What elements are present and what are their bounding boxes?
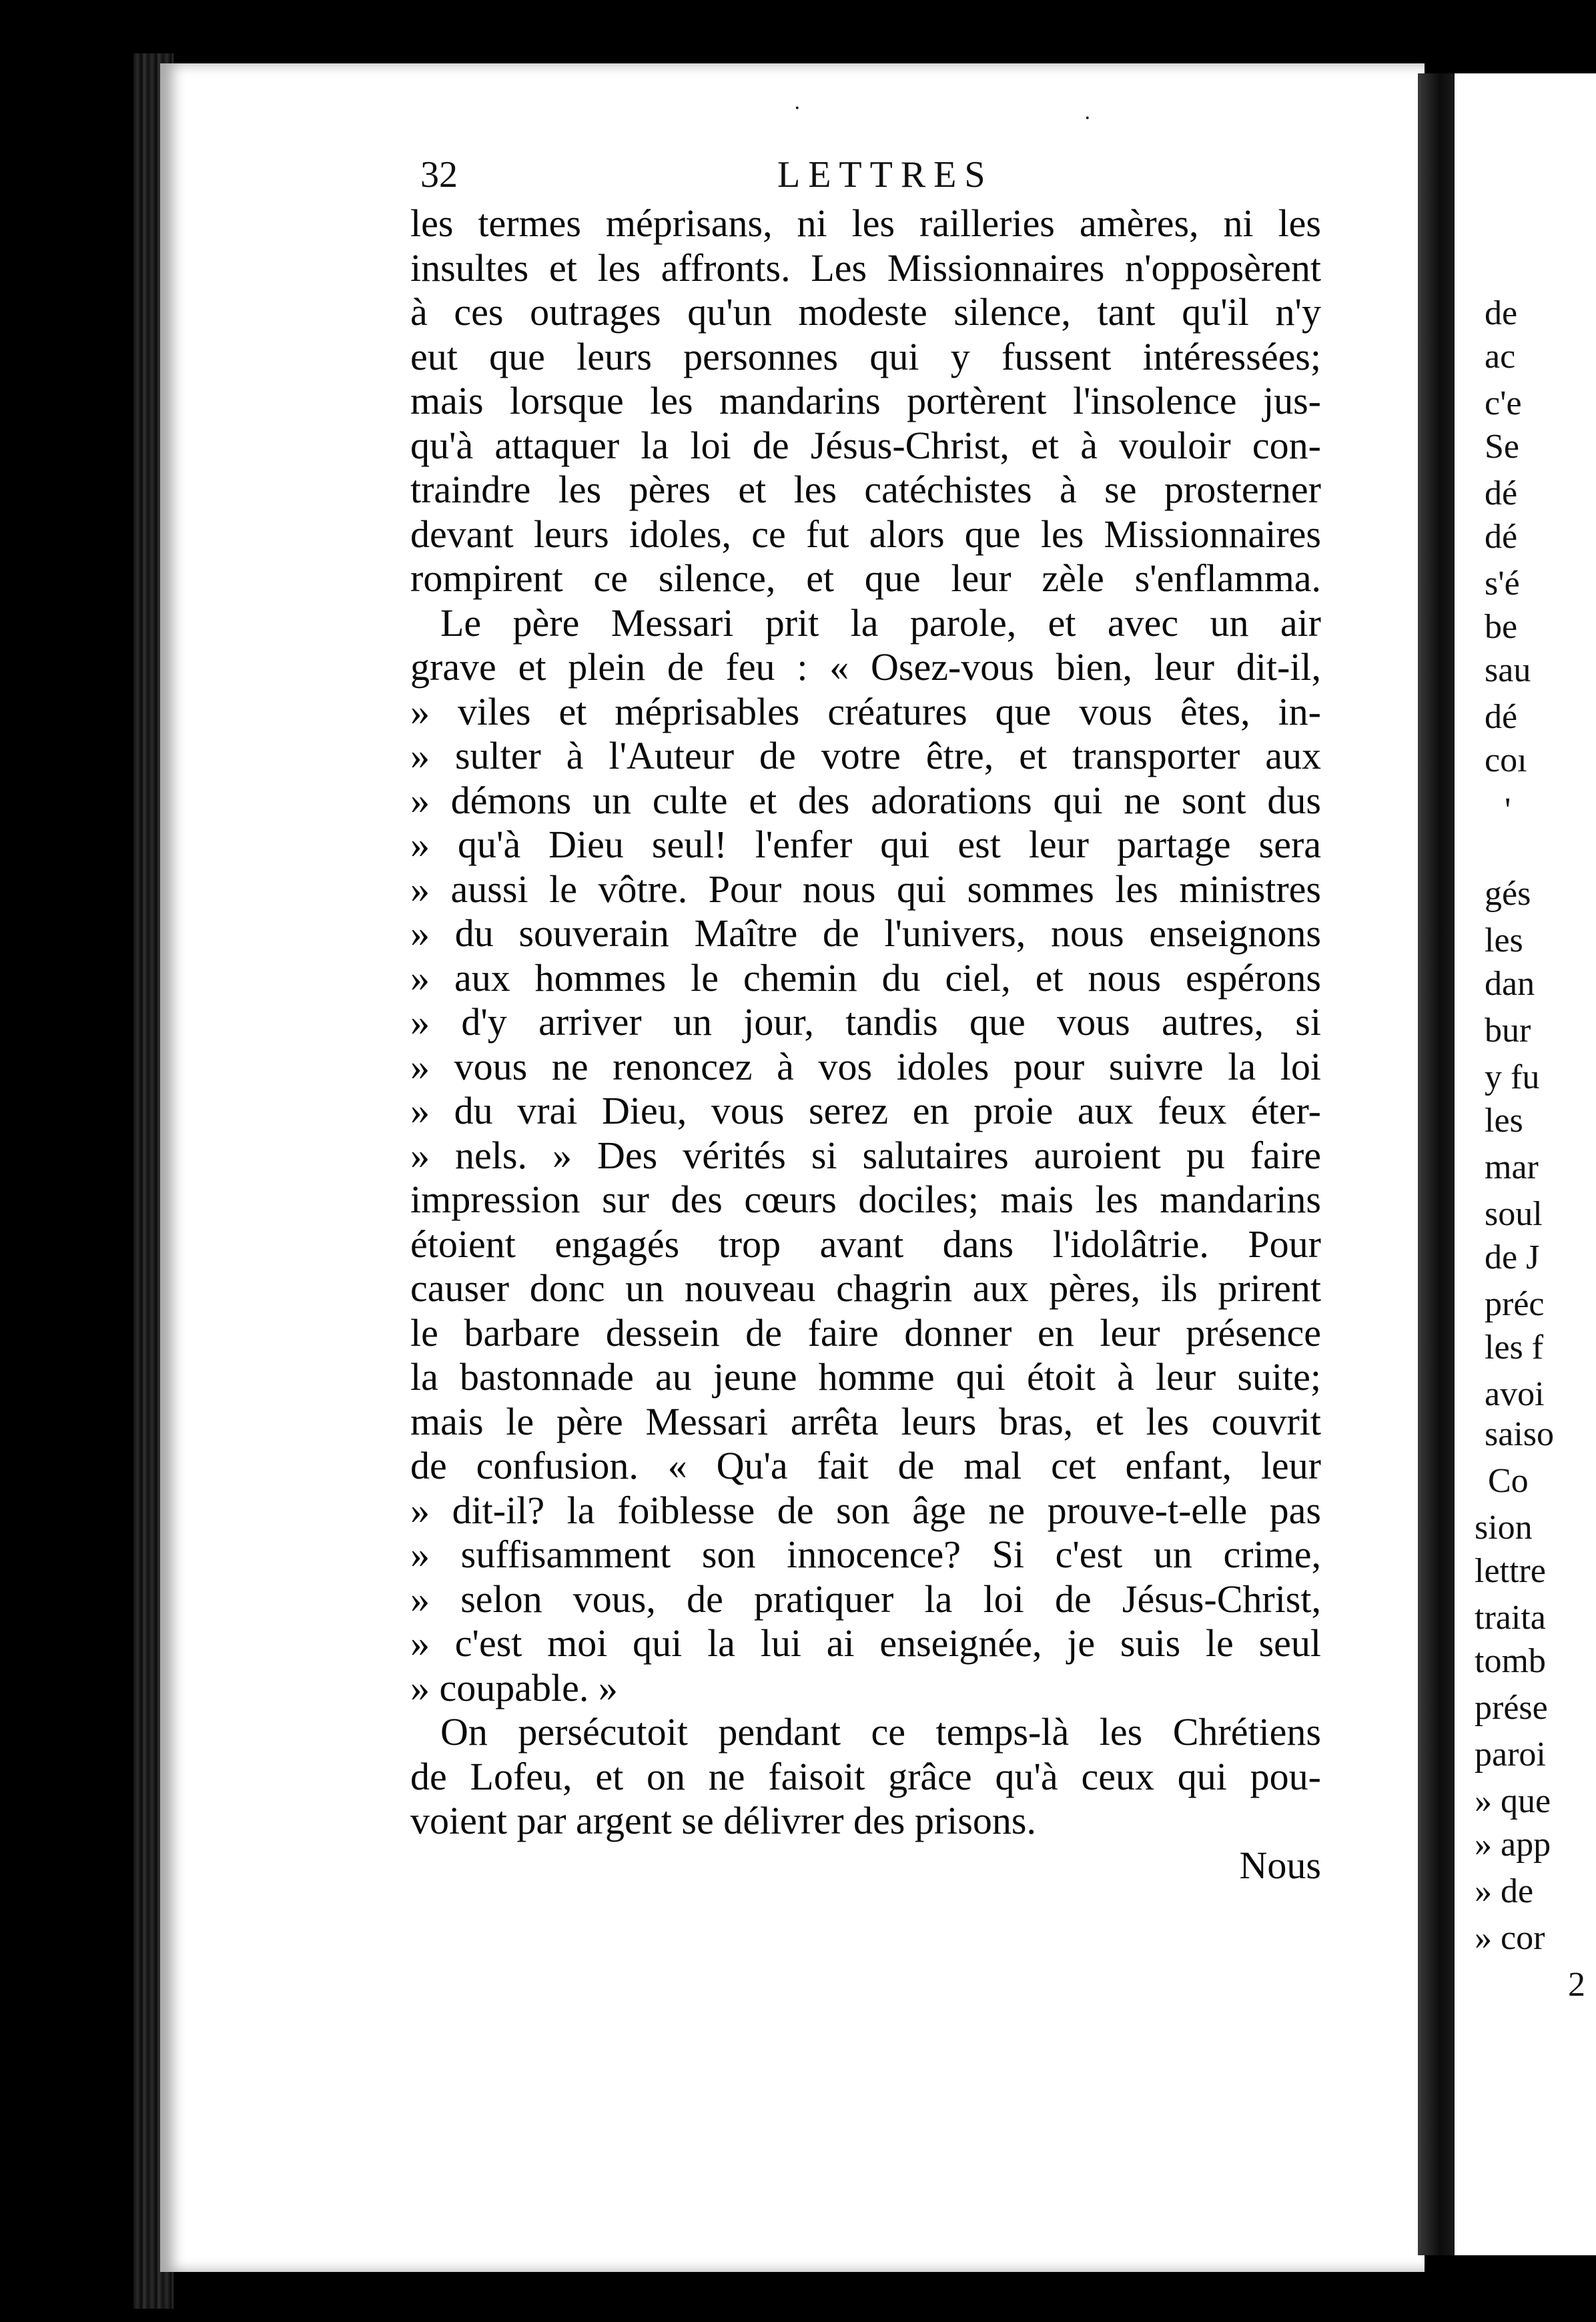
text-line: » viles et méprisables créatures que vous êtes, in- <box>410 689 1321 733</box>
text-line: » c'est moi qui la lui ai enseignée, je suis le seul <box>410 1621 1321 1665</box>
text-line: » aux hommes le chemin du ciel, et nous espérons <box>410 955 1321 1000</box>
facing-page-fragment: de <box>1485 294 1518 332</box>
text-line: voient par argent se délivrer des prisons. <box>410 1799 1036 1842</box>
facing-page-fragment: avoi <box>1485 1375 1545 1413</box>
text-line: qu'à attaquer la loi de Jésus-Christ, et à vouloir con- <box>410 423 1321 467</box>
text-line: » démons un culte et des adorations qui ne sont dus <box>410 778 1321 822</box>
text-line: » du souverain Maître de l'univers, nous enseignons <box>410 911 1321 955</box>
text-line: Le père Messari prit la parole, et avec un air <box>440 601 1321 645</box>
facing-page-fragment: coı <box>1485 741 1527 779</box>
facing-page-fragment: Co <box>1488 1462 1529 1500</box>
text-line: » sulter à l'Auteur de votre être, et transporter aux <box>410 734 1321 777</box>
facing-page-fragment: ' <box>1505 791 1511 829</box>
text-line: » d'y arriver un jour, tandis que vous autres, si <box>410 1000 1321 1044</box>
facing-page-fragment: mar <box>1485 1148 1539 1186</box>
text-line: » suffisamment son innocence? Si c'est un crime, <box>410 1533 1321 1576</box>
facing-page-fragment: » cor <box>1475 1919 1545 1957</box>
text-line: à ces outrages qu'un modeste silence, tant qu'il n'y <box>410 290 1321 334</box>
facing-page-fragment: c'e <box>1485 384 1522 422</box>
facing-page-fragment: y fu <box>1485 1058 1540 1096</box>
text-line: » vous ne renoncez à vos idoles pour suivre la loi <box>410 1044 1321 1088</box>
text-line: » dit-il? la foiblesse de son âge ne prouve-t-elle pas <box>410 1488 1321 1532</box>
facing-page-fragment: ac <box>1485 338 1516 376</box>
text-line: les termes méprisans, ni les railleries amères, ni les <box>410 202 1321 245</box>
text-line: » du vrai Dieu, vous serez en proie aux feux éter- <box>410 1089 1321 1132</box>
facing-page-fragment: les <box>1485 921 1523 959</box>
facing-page-fragment: les <box>1485 1102 1523 1140</box>
speck: · <box>794 97 801 120</box>
text-line: rompirent ce silence, et que leur zèle s'enflamma. <box>410 556 1321 600</box>
facing-page-fragment: » de <box>1475 1872 1534 1910</box>
text-line: mais le père Messari arrêta leurs bras, et les couvrit <box>410 1399 1321 1443</box>
page-number: 32 <box>420 154 458 196</box>
facing-page-fragment: be <box>1485 608 1518 646</box>
text-line: insultes et les affronts. Les Missionnaires n'opposèrent <box>410 246 1321 290</box>
facing-page-fragment: tomb <box>1475 1642 1546 1680</box>
text-line: mais lorsque les mandarins portèrent l'insolence jus- <box>410 379 1321 422</box>
text-line: » selon vous, de pratiquer la loi de Jésus-Christ, <box>410 1577 1321 1621</box>
facing-page-fragment: dan <box>1485 965 1535 1003</box>
facing-page-fragment: sau <box>1485 651 1531 689</box>
text-line: grave et plein de feu : « Osez-vous bien, leur dit-il, <box>410 645 1321 689</box>
facing-page-fragment: prése <box>1475 1689 1548 1727</box>
text-line: Nous <box>1239 1843 1321 1887</box>
facing-page-fragment: » que <box>1475 1782 1551 1820</box>
text-line: étoient engagés trop avant dans l'idolâtrie. Pour <box>410 1222 1321 1266</box>
text-line: On persécutoit pendant ce temps-là les Chrétiens <box>440 1710 1321 1754</box>
facing-page-fragment: Se <box>1485 428 1519 466</box>
facing-page-fragment: traita <box>1475 1599 1546 1637</box>
text-line: traindre les pères et les catéchistes à se prosterner <box>410 468 1321 511</box>
running-head <box>420 153 1274 200</box>
facing-page-fragment: soul <box>1485 1195 1543 1233</box>
text-line: devant leurs idoles, ce fut alors que les Missionnaires <box>410 512 1321 556</box>
facing-page-fragment: lettre <box>1475 1552 1546 1590</box>
text-line: » qu'à Dieu seul! l'enfer qui est leur partage sera <box>410 823 1321 866</box>
facing-page-fragment: bur <box>1485 1012 1531 1050</box>
facing-page-fragment: s'é <box>1485 564 1520 603</box>
facing-page-fragment: gés <box>1485 875 1531 913</box>
facing-page-fragment: saiso <box>1485 1415 1554 1453</box>
text-line: » coupable. » <box>410 1665 618 1709</box>
facing-page-fragment: préc <box>1485 1285 1545 1323</box>
facing-page-fragment: dé <box>1485 698 1518 736</box>
running-title: LETTRES <box>777 154 993 196</box>
speck: · <box>1084 107 1091 130</box>
body-text <box>410 202 1321 1888</box>
right-page-edge <box>1455 73 1596 2255</box>
text-line: causer donc un nouveau chagrin aux pères, ils prirent <box>410 1266 1321 1310</box>
text-line: eut que leurs personnes qui y fussent intéressées; <box>410 334 1321 378</box>
page-gutter <box>1418 73 1455 2255</box>
text-line: » aussi le vôtre. Pour nous qui sommes les ministres <box>410 867 1321 911</box>
facing-page-fragment: dé <box>1485 518 1518 556</box>
facing-page-fragment: » app <box>1475 1826 1551 1864</box>
text-line: la bastonnade au jeune homme qui étoit à leur suite; <box>410 1355 1321 1399</box>
facing-page-fragment: les f <box>1485 1328 1544 1367</box>
text-line: » nels. » Des vérités si salutaires auroient pu faire <box>410 1133 1321 1177</box>
facing-page-fragment: 2 <box>1568 1966 1585 2004</box>
facing-page-fragment: de J <box>1485 1238 1540 1276</box>
text-line: de confusion. « Qu'a fait de mal cet enfant, leur <box>410 1444 1321 1487</box>
facing-page-fragment: dé <box>1485 474 1518 512</box>
text-line: le barbare dessein de faire donner en leur présence <box>410 1310 1321 1354</box>
facing-page-fragment: paroi <box>1475 1735 1546 1774</box>
text-line: impression sur des cœurs dociles; mais les mandarins <box>410 1178 1321 1221</box>
text-line: de Lofeu, et on ne faisoit grâce qu'à ceux qui pou- <box>410 1754 1321 1798</box>
facing-page-fragment: sion <box>1475 1509 1533 1547</box>
